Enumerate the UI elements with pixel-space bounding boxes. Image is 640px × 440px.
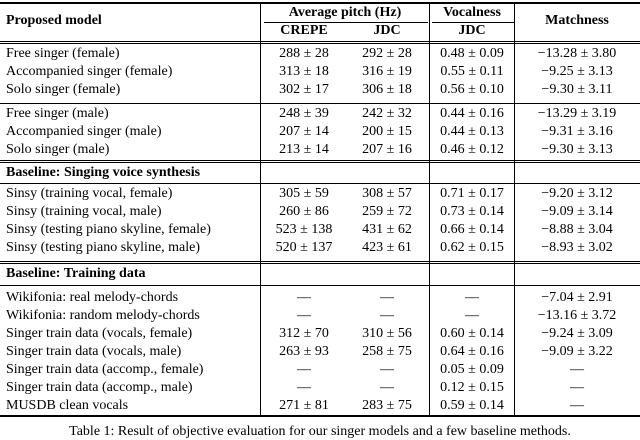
vrule-1 xyxy=(260,2,261,415)
matchness-heading: Matchness xyxy=(545,13,609,28)
vocalness-value: 0.73 ± 0.14 xyxy=(440,204,504,219)
vocalness-value: 0.44 ± 0.16 xyxy=(440,106,504,121)
crepe-value: 271 ± 81 xyxy=(279,398,329,413)
model-name: Sinsy (training vocal, male) xyxy=(6,204,162,219)
vocalness-value: 0.48 ± 0.09 xyxy=(440,46,504,61)
matchness-value: −9.30 ± 3.13 xyxy=(541,142,613,157)
matchness-value: — xyxy=(570,398,584,413)
vocalness-value: 0.44 ± 0.13 xyxy=(440,124,504,139)
jdc-pitch-value: — xyxy=(380,380,394,395)
baseline-svs-heading: Baseline: Singing voice synthesis xyxy=(6,165,201,180)
matchness-value: −13.29 ± 3.19 xyxy=(537,106,617,121)
vocalness-value: 0.46 ± 0.12 xyxy=(440,142,504,157)
model-name: Wikifonia: random melody-chords xyxy=(6,308,200,323)
vocalness-value: 0.60 ± 0.14 xyxy=(440,326,504,341)
crepe-value: 213 ± 14 xyxy=(279,142,329,157)
model-name: Solo singer (male) xyxy=(6,142,110,157)
model-name: Free singer (female) xyxy=(6,46,120,61)
proposed-end-rule-double xyxy=(0,162,640,163)
crepe-value: 313 ± 18 xyxy=(279,64,329,79)
matchness-value: −13.16 ± 3.72 xyxy=(537,308,617,323)
jdc-pitch-value: 308 ± 57 xyxy=(362,186,412,201)
crepe-value: 263 ± 93 xyxy=(279,344,329,359)
jdc-pitch-value: 306 ± 18 xyxy=(362,82,412,97)
svs-header-rule xyxy=(0,183,640,184)
vocalness-heading: Vocalness xyxy=(443,5,501,20)
jdc-pitch-value: 258 ± 75 xyxy=(362,344,412,359)
model-name: Singer train data (vocals, male) xyxy=(6,344,182,359)
jdc-pitch-value: 242 ± 32 xyxy=(362,106,412,121)
matchness-value: −13.28 ± 3.80 xyxy=(537,46,617,61)
bottom-rule xyxy=(0,415,640,417)
jdc-pitch-value: — xyxy=(380,290,394,305)
baseline-train-heading: Baseline: Training data xyxy=(6,266,146,281)
vocalness-value: 0.62 ± 0.15 xyxy=(440,240,504,255)
matchness-value: −9.31 ± 3.16 xyxy=(541,124,613,139)
matchness-value: −9.30 ± 3.11 xyxy=(541,82,613,97)
crepe-value: 302 ± 17 xyxy=(279,82,329,97)
crepe-value: 288 ± 28 xyxy=(279,46,329,61)
crepe-value: 260 ± 86 xyxy=(279,204,329,219)
matchness-value: −9.25 ± 3.13 xyxy=(541,64,613,79)
proposed-end-rule xyxy=(0,160,640,161)
crepe-value: — xyxy=(297,362,311,377)
vocalness-value: 0.05 ± 0.09 xyxy=(440,362,504,377)
header-rule-double xyxy=(0,43,640,44)
jdc-pitch-value: 283 ± 75 xyxy=(362,398,412,413)
jdc-pitch-value: 316 ± 19 xyxy=(362,64,412,79)
crepe-value: — xyxy=(297,290,311,305)
jdc-pitch-value: 207 ± 16 xyxy=(362,142,412,157)
model-name: Free singer (male) xyxy=(6,106,109,121)
crepe-value: 312 ± 70 xyxy=(279,326,329,341)
vocalness-value: 0.66 ± 0.14 xyxy=(440,222,504,237)
model-name: Sinsy (training vocal, female) xyxy=(6,186,173,201)
vocalness-value: 0.12 ± 0.15 xyxy=(440,380,504,395)
crepe-value: 523 ± 138 xyxy=(275,222,333,237)
jdc-pitch-value: — xyxy=(380,362,394,377)
crepe-value: 248 ± 39 xyxy=(279,106,329,121)
model-name: Singer train data (vocals, female) xyxy=(6,326,193,341)
avg-pitch-heading: Average pitch (Hz) xyxy=(288,5,402,20)
jdc-pitch-value: 423 ± 61 xyxy=(362,240,412,255)
matchness-value: −9.09 ± 3.14 xyxy=(541,204,613,219)
vocalness-value: 0.64 ± 0.16 xyxy=(440,344,504,359)
crepe-value: 520 ± 137 xyxy=(275,240,333,255)
svs-end-rule-double xyxy=(0,263,640,264)
matchness-value: −8.93 ± 3.02 xyxy=(541,240,613,255)
vocalness-value: 0.59 ± 0.14 xyxy=(440,398,504,413)
model-name: Accompanied singer (male) xyxy=(6,124,162,139)
jdc-pitch-value: 431 ± 62 xyxy=(362,222,412,237)
jdc-pitch-value: — xyxy=(380,308,394,323)
model-name: MUSDB clean vocals xyxy=(6,398,129,413)
model-name: Singer train data (accomp., male) xyxy=(6,380,193,395)
jdc-pitch-value: 292 ± 28 xyxy=(362,46,412,61)
top-rule xyxy=(0,2,640,4)
jdc-pitch-value: 259 ± 72 xyxy=(362,204,412,219)
table-caption: Table 1: Result of objective evaluation for our singer models and a few baseline methods. xyxy=(69,424,571,439)
matchness-value: — xyxy=(570,380,584,395)
matchness-value: −9.24 ± 3.09 xyxy=(541,326,613,341)
model-name: Solo singer (female) xyxy=(6,82,121,97)
vocalness-value: — xyxy=(465,290,479,305)
crepe-heading: CREPE xyxy=(280,23,328,38)
jdc-vocal-heading: JDC xyxy=(458,23,486,38)
svs-end-rule xyxy=(0,261,640,262)
jdc-pitch-heading: JDC xyxy=(373,23,401,38)
model-name: Sinsy (testing piano skyline, female) xyxy=(6,222,211,237)
crepe-value: 305 ± 59 xyxy=(279,186,329,201)
model-name: Sinsy (testing piano skyline, male) xyxy=(6,240,201,255)
vocalness-value: 0.71 ± 0.17 xyxy=(440,186,504,201)
vocalness-value: 0.55 ± 0.11 xyxy=(440,64,504,79)
matchness-value: −9.20 ± 3.12 xyxy=(541,186,613,201)
crepe-value: — xyxy=(297,380,311,395)
model-name: Singer train data (accomp., female) xyxy=(6,362,204,377)
proposed-model-heading: Proposed model xyxy=(6,13,102,28)
model-name: Accompanied singer (female) xyxy=(6,64,173,79)
crepe-value: — xyxy=(297,308,311,323)
female-male-divider xyxy=(0,103,640,104)
vocalness-value: 0.56 ± 0.10 xyxy=(440,82,504,97)
train-header-rule xyxy=(0,285,640,286)
vocalness-value: — xyxy=(465,308,479,323)
matchness-value: −9.09 ± 3.22 xyxy=(541,344,613,359)
model-name: Wikifonia: real melody-chords xyxy=(6,290,179,305)
crepe-value: 207 ± 14 xyxy=(279,124,329,139)
matchness-value: −7.04 ± 2.91 xyxy=(541,290,613,305)
matchness-value: −8.88 ± 3.04 xyxy=(541,222,613,237)
jdc-pitch-value: 200 ± 15 xyxy=(362,124,412,139)
jdc-pitch-value: 310 ± 56 xyxy=(362,326,412,341)
matchness-value: — xyxy=(570,362,584,377)
header-rule xyxy=(0,41,640,42)
